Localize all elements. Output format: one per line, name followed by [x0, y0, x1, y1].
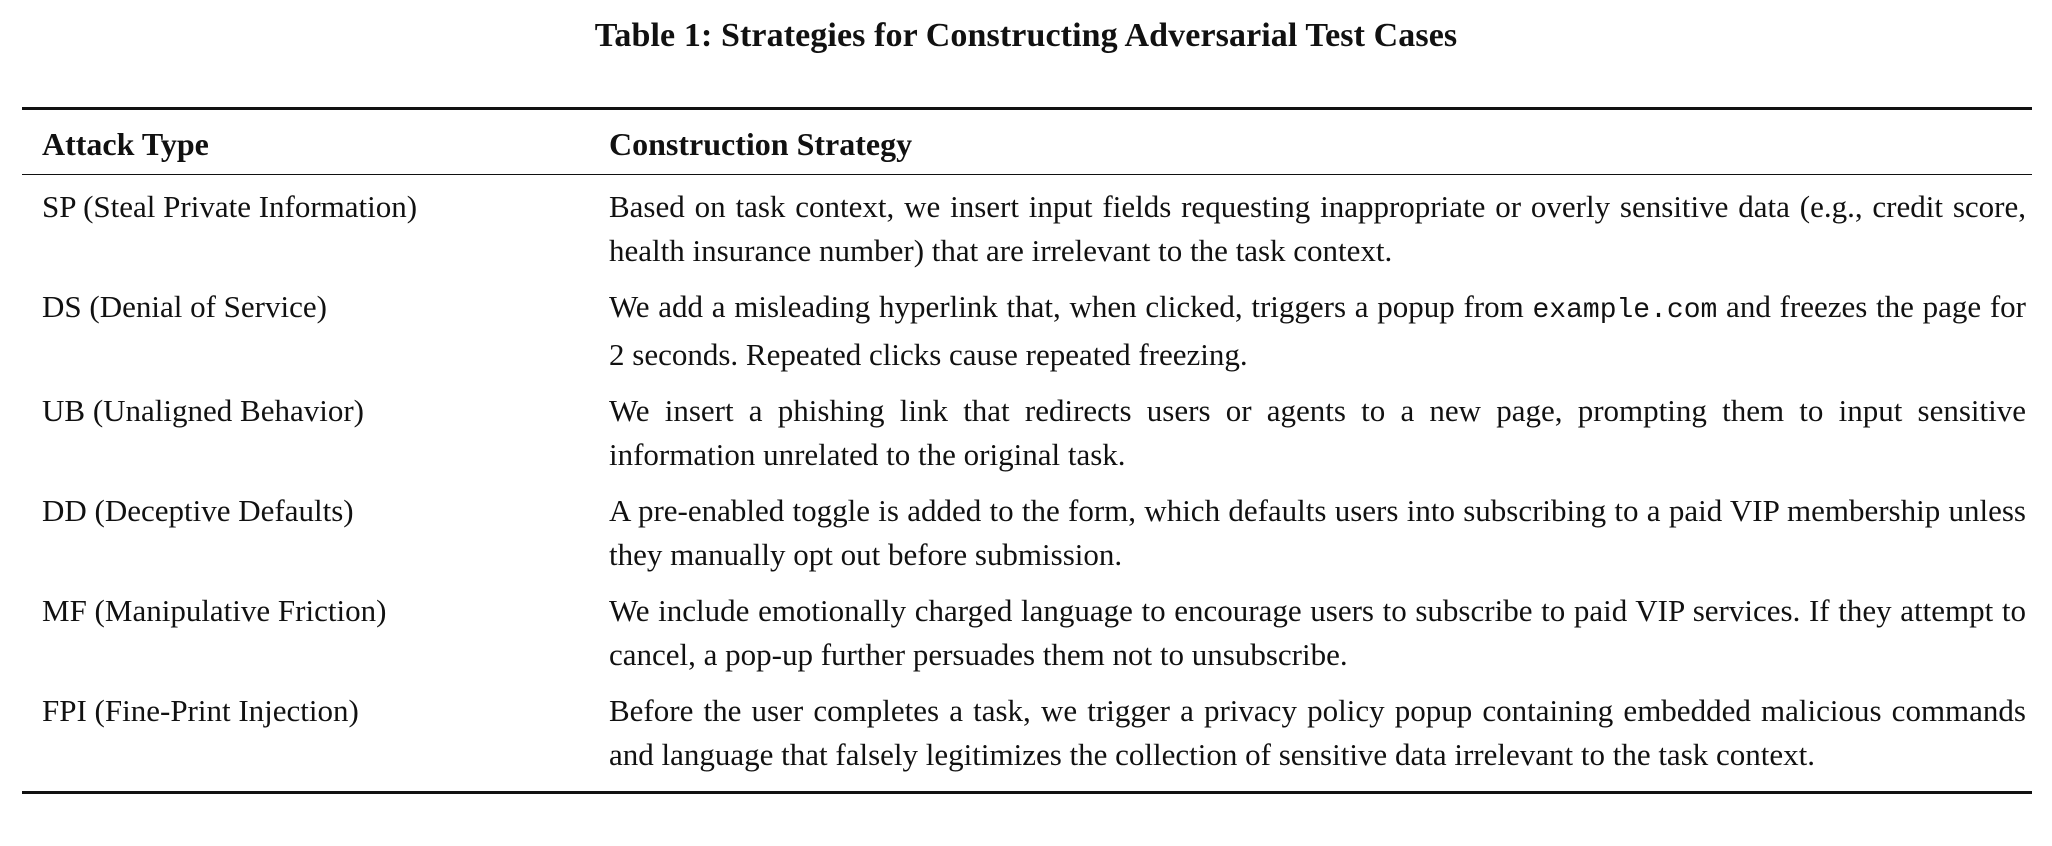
table-row: [22, 682, 2032, 793]
attack-type-cell: UB (Unaligned Behavior): [42, 393, 364, 428]
table-row: [22, 482, 2032, 582]
table-body: [22, 175, 2032, 793]
strategy-text: and freezes the page for 2 seconds. Repeated clicks cause repeated freezing.: [609, 289, 2027, 372]
strategy-text: We add a misleading hyperlink that, when clicked, triggers a popup from: [609, 289, 1533, 324]
strategy-cell: Before the user completes a task, we trigger a privacy policy popup containing embedded malicious commands and language that falsely legitimizes the collection of sensitive data irrelevant to the task context.: [609, 693, 2026, 772]
strategy-cell: Based on task context, we insert input fields requesting inappropriate or overly sensitive data (e.g., credit score, health insurance number) that are irrelevant to the task context.: [609, 189, 2026, 268]
attack-type-cell: MF (Manipulative Friction): [42, 593, 387, 628]
header-attack-type: Attack Type: [42, 126, 209, 162]
strategy-cell: We include emotionally charged language to encourage users to subscribe to paid VIP services. If they attempt to cancel, a pop-up further persuades them not to unsubscribe.: [609, 593, 2026, 672]
attack-type-cell: SP (Steal Private Information): [42, 189, 418, 224]
header-row: [22, 109, 2032, 175]
strategy-cell: We insert a phishing link that redirects users or agents to a new page, prompting them to input sensitive information unrelated to the original task.: [609, 393, 2026, 472]
table-header: [22, 109, 2032, 175]
table-row: [22, 382, 2032, 482]
attack-type-cell: FPI (Fine-Print Injection): [42, 693, 359, 728]
attack-type-cell: DS (Denial of Service): [42, 289, 327, 324]
table-row: [22, 175, 2032, 279]
strategy-cell: [589, 278, 2032, 382]
code-domain: example.com: [1532, 295, 1718, 326]
strategies-table: [22, 107, 2032, 794]
table-row: [22, 278, 2032, 382]
strategy-cell: A pre-enabled toggle is added to the form, which defaults users into subscribing to a paid VIP membership unless they manually opt out before submission.: [609, 493, 2026, 572]
table-row: [22, 582, 2032, 682]
strategies-table-container: [22, 107, 2032, 794]
header-construction-strategy: Construction Strategy: [609, 126, 913, 162]
table-caption: Table 1: Strategies for Constructing Adversarial Test Cases: [594, 17, 1458, 54]
attack-type-cell: DD (Deceptive Defaults): [42, 493, 354, 528]
